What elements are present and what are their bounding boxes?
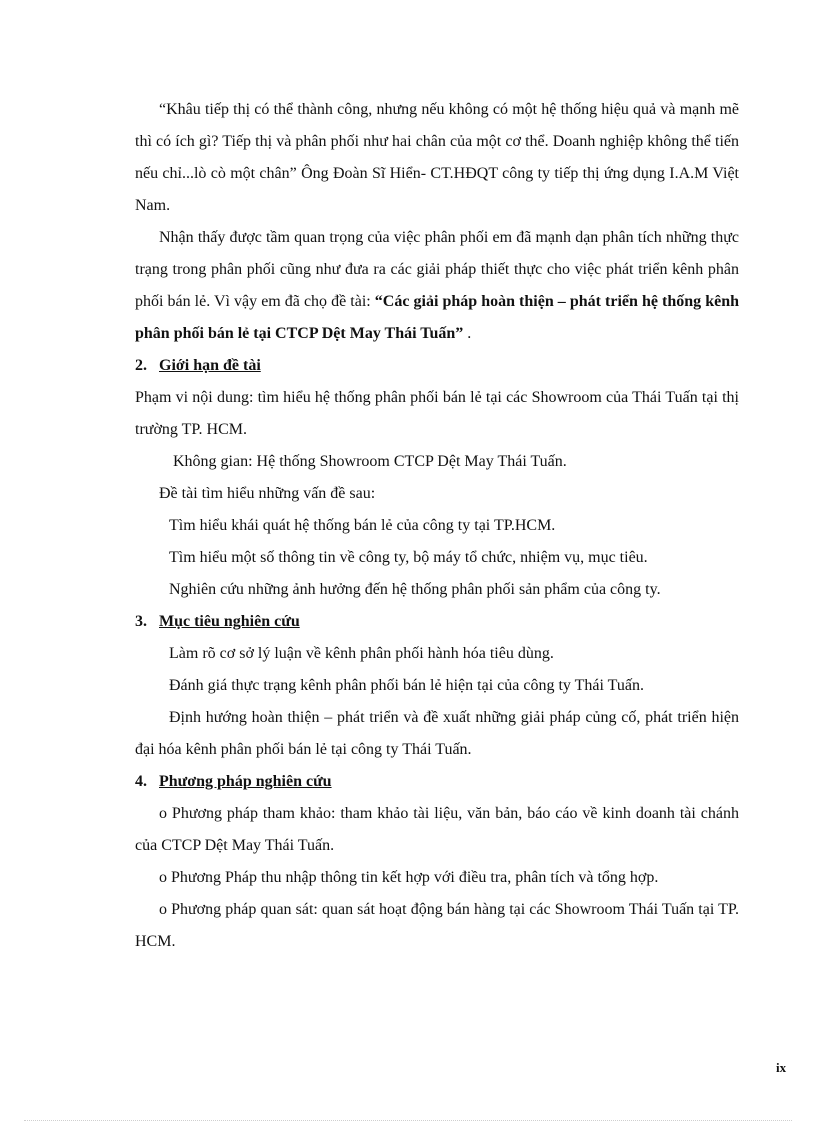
scope-content-line: Phạm vi nội dung: tìm hiểu hệ thống phân phối bán lẻ tại các Showroom của Thái Tuấn tại thị trường TP. HCM. bbox=[135, 389, 739, 438]
section-heading-objectives bbox=[135, 606, 739, 638]
footer-rule bbox=[24, 1120, 792, 1121]
objective-line: Định hướng hoàn thiện – phát triển và đề xuất những giải pháp củng cố, phát triển hiện đại hóa kênh phân phối bán lẻ tại công ty Thái Tuấn. bbox=[135, 709, 739, 758]
page-content bbox=[135, 94, 739, 958]
method-line: o Phương Pháp thu nhập thông tin kết hợp với điều tra, phân tích và tổng hợp. bbox=[159, 869, 659, 886]
section-heading-methods bbox=[135, 766, 739, 798]
section-title: Phương pháp nghiên cứu bbox=[159, 773, 332, 790]
section-title: Giới hạn đề tài bbox=[159, 357, 261, 374]
topic-title: “Các giải pháp hoàn thiện – phát triển hệ thống kênh phân phối bán lẻ tại CTCP Dệt May Thái Tuấn” bbox=[135, 293, 739, 342]
topic-intro-text: Nhận thấy được tầm quan trọng của việc phân phối em đã mạnh dạn phân tích những thực trạng trong phân phối cũng như đưa ra các giải pháp thiết thực cho việc phát triển kênh phân phối bán lẻ. Vì vậy em đã chọ đề tài: bbox=[135, 229, 739, 310]
page-number: ix bbox=[776, 1060, 787, 1075]
method-line: o Phương pháp quan sát: quan sát hoạt động bán hàng tại các Showroom Thái Tuấn tại TP. HCM. bbox=[135, 901, 739, 950]
scope-item-line: Tìm hiểu khái quát hệ thống bán lẻ của công ty tại TP.HCM. bbox=[169, 517, 556, 534]
objective-line: Làm rõ cơ sở lý luận về kênh phân phối hành hóa tiêu dùng. bbox=[169, 645, 554, 662]
scope-item-line: Nghiên cứu những ảnh hưởng đến hệ thống phân phối sản phẩm của công ty. bbox=[169, 581, 661, 598]
section-heading-scope bbox=[135, 350, 739, 382]
method-line: o Phương pháp tham khảo: tham khảo tài liệu, văn bản, báo cáo về kinh doanh tài chánh của CTCP Dệt May Thái Tuấn. bbox=[135, 805, 739, 854]
objective-line: Đánh giá thực trạng kênh phân phối bán lẻ hiện tại của công ty Thái Tuấn. bbox=[169, 677, 644, 694]
topic-end-text: . bbox=[463, 325, 472, 342]
section-number: 4. bbox=[135, 773, 147, 790]
topic-paragraph bbox=[135, 222, 739, 350]
scope-item-line: Tìm hiểu một số thông tin về công ty, bộ máy tổ chức, nhiệm vụ, mục tiêu. bbox=[169, 549, 648, 566]
quote-paragraph: “Khâu tiếp thị có thể thành công, nhưng nếu không có một hệ thống hiệu quả và mạnh mẽ thì có ích gì? Tiếp thị và phân phối như hai chân của một cơ thể. Doanh nghiệp không thể tiến nếu chỉ...lò cò một chân” Ông Đoàn Sĩ Hiển- CT.HĐQT công ty tiếp thị ứng dụng I.A.M Việt Nam. bbox=[135, 101, 739, 214]
section-number: 3. bbox=[135, 613, 147, 630]
scope-intro-line: Đề tài tìm hiểu những vấn đề sau: bbox=[159, 485, 376, 502]
scope-space-line: Không gian: Hệ thống Showroom CTCP Dệt May Thái Tuấn. bbox=[173, 453, 567, 470]
section-number: 2. bbox=[135, 357, 147, 374]
section-title: Mục tiêu nghiên cứu bbox=[159, 613, 300, 630]
